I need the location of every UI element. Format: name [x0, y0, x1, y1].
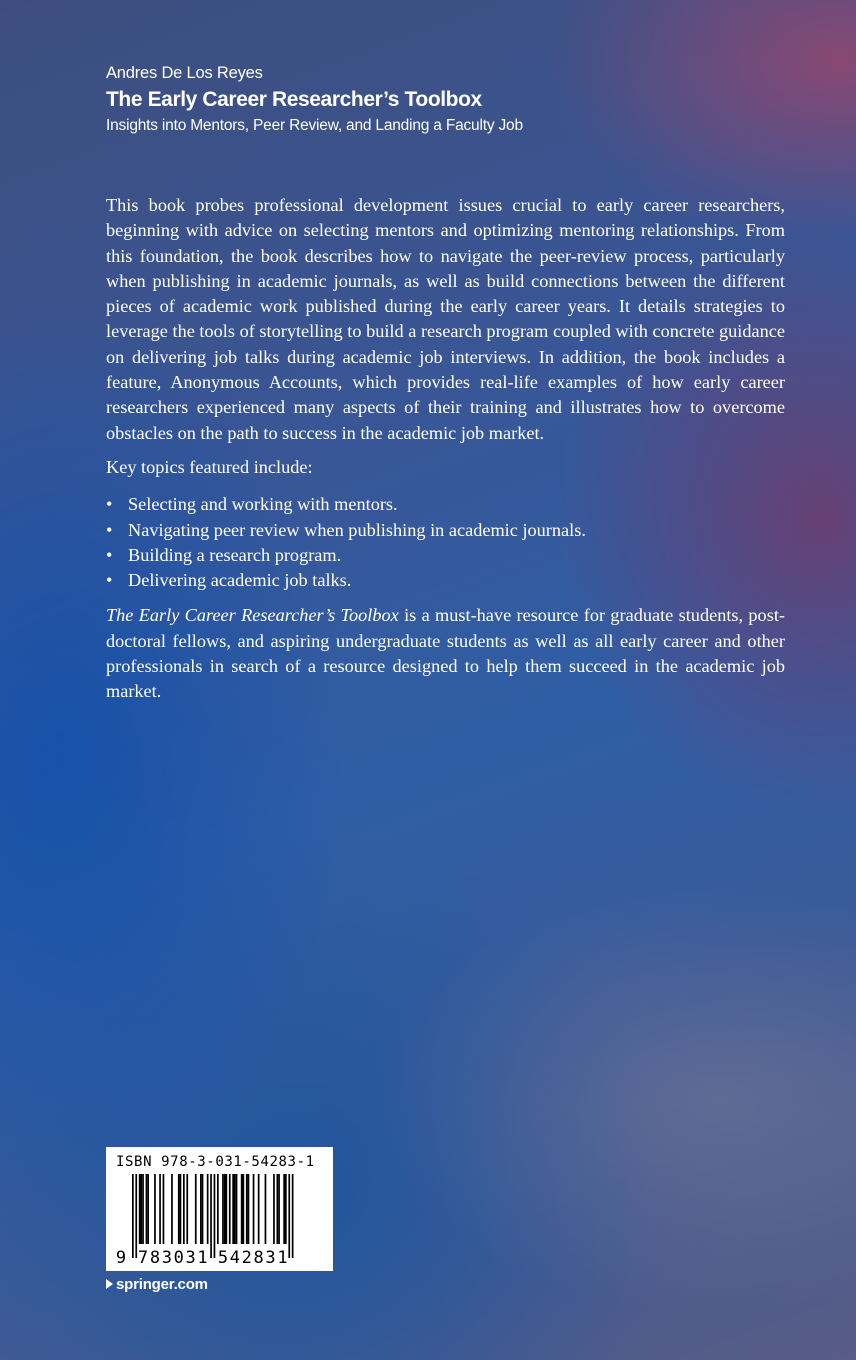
topic-item — [106, 543, 785, 568]
topic-text: Navigating peer review when publishing in academic journals. — [128, 519, 586, 540]
barcode-bar — [278, 1174, 280, 1244]
topic-text: Selecting and working with mentors. — [128, 494, 398, 515]
barcode-guard-bar — [135, 1174, 137, 1258]
barcode-bar — [200, 1174, 202, 1244]
barcode-bar — [226, 1174, 228, 1244]
barcode-digit: 3 — [185, 1248, 196, 1268]
topic-item — [106, 492, 785, 517]
key-topics-list — [106, 492, 785, 593]
barcode-bar — [171, 1174, 173, 1244]
author-name: Andres De Los Reyes — [106, 64, 263, 82]
cover-header — [106, 62, 786, 137]
barcode-bar — [253, 1174, 255, 1244]
barcode-digit: 2 — [241, 1248, 252, 1268]
bullet-icon: • — [106, 494, 113, 515]
closing-paragraph — [106, 603, 785, 704]
barcode-bar — [163, 1174, 165, 1244]
barcode-digit: 8 — [253, 1248, 264, 1268]
barcode-digit: 7 — [137, 1248, 149, 1268]
book-subtitle: Insights into Mentors, Peer Review, and Landing a Faculty Job — [106, 117, 523, 134]
barcode-bar — [207, 1174, 209, 1244]
barcode-guard-bar — [214, 1174, 216, 1258]
book-blurb — [106, 193, 785, 705]
barcode-bar — [243, 1174, 245, 1244]
barcode-digit: 8 — [149, 1248, 161, 1268]
topic-item — [106, 518, 785, 543]
barcode-bar — [159, 1174, 161, 1244]
barcode-bar — [236, 1174, 238, 1244]
barcode-bar — [246, 1174, 248, 1244]
barcode-bar — [195, 1174, 197, 1244]
barcode-bar — [202, 1174, 204, 1244]
barcode-bar — [265, 1174, 267, 1244]
triangle-right-icon — [106, 1279, 113, 1289]
barcode-bar — [285, 1174, 287, 1244]
barcode-bar — [258, 1174, 260, 1244]
publisher-url: springer.com — [116, 1276, 208, 1293]
barcode-bar — [224, 1174, 226, 1244]
publisher-link[interactable] — [106, 1276, 208, 1293]
barcode-digit: 1 — [197, 1248, 208, 1268]
barcode-bar — [283, 1174, 285, 1244]
barcode-guard-bar — [292, 1174, 294, 1258]
barcode-bar — [180, 1174, 182, 1244]
barcode-digit: 9 — [115, 1248, 127, 1268]
barcode-digit: 0 — [173, 1248, 184, 1268]
topic-text: Building a research program. — [128, 544, 342, 565]
bullet-icon: • — [106, 544, 113, 565]
key-topics-intro: Key topics featured include: — [106, 456, 313, 477]
isbn-barcode — [106, 1147, 333, 1271]
barcode-graphic — [106, 1147, 333, 1271]
barcode-bar — [229, 1174, 231, 1244]
barcode-digit: 3 — [265, 1248, 276, 1268]
barcode-bar — [178, 1174, 180, 1244]
barcode-bar — [273, 1174, 275, 1244]
barcode-bar — [183, 1174, 185, 1244]
description-paragraph: This book probes professional development issues crucial to early career researchers, beginning with advice on selecting mentors and optimizing mentoring relationships. From this foundation, the book describes how to navigate the peer-review process, particularly when publishing in academic journals, as well as build connections between the different pieces of academic work published during the early career years. It details strategies to leverage the tools of storytelling to build a research program coupled with concrete guidance on delivering job talks during academic job interviews. In addition, the book includes a feature, Anonymous Accounts, which provides real-life examples of how early career researchers experienced many aspects of their training and illustrates how to overcome obstacles on the path to success in the academic job market. — [106, 195, 785, 443]
bullet-icon: • — [106, 519, 113, 540]
barcode-digit: 4 — [229, 1248, 240, 1268]
barcode-bar — [232, 1174, 234, 1244]
barcode-digit: 1 — [277, 1248, 288, 1268]
barcode-bar — [147, 1174, 149, 1244]
barcode-bar — [248, 1174, 250, 1244]
barcode-bar — [234, 1174, 236, 1244]
barcode-bar — [186, 1174, 188, 1244]
barcode-bar — [154, 1174, 156, 1244]
barcode-bar — [141, 1174, 143, 1244]
barcode-digit: 3 — [161, 1248, 172, 1268]
barcode-bar — [146, 1174, 148, 1244]
closing-text: is a must-have resource for graduate students, post-doctoral fellows, and aspiring undergraduate students as well as all early career and other professionals in search of a resource designed to help them succeed in the academic job market. — [106, 605, 785, 702]
barcode-guard-bar — [288, 1174, 290, 1258]
barcode-bar — [222, 1174, 224, 1244]
barcode-bar — [241, 1174, 243, 1244]
barcode-guard-bar — [210, 1174, 212, 1258]
closing-book-title: The Early Career Researcher’s Toolbox — [106, 605, 399, 626]
barcode-bar — [277, 1174, 279, 1244]
barcode-bar — [217, 1174, 219, 1244]
barcode-digit: 5 — [217, 1248, 229, 1268]
barcode-bar — [139, 1174, 141, 1244]
bullet-icon: • — [106, 570, 113, 591]
barcode-bar — [142, 1174, 144, 1244]
isbn-label: ISBN 978-3-031-54283-1 — [116, 1154, 315, 1170]
topic-item — [106, 568, 785, 593]
topic-text: Delivering academic job talks. — [128, 570, 352, 591]
book-title: The Early Career Researcher’s Toolbox — [106, 88, 482, 111]
barcode-guard-bar — [132, 1174, 134, 1258]
